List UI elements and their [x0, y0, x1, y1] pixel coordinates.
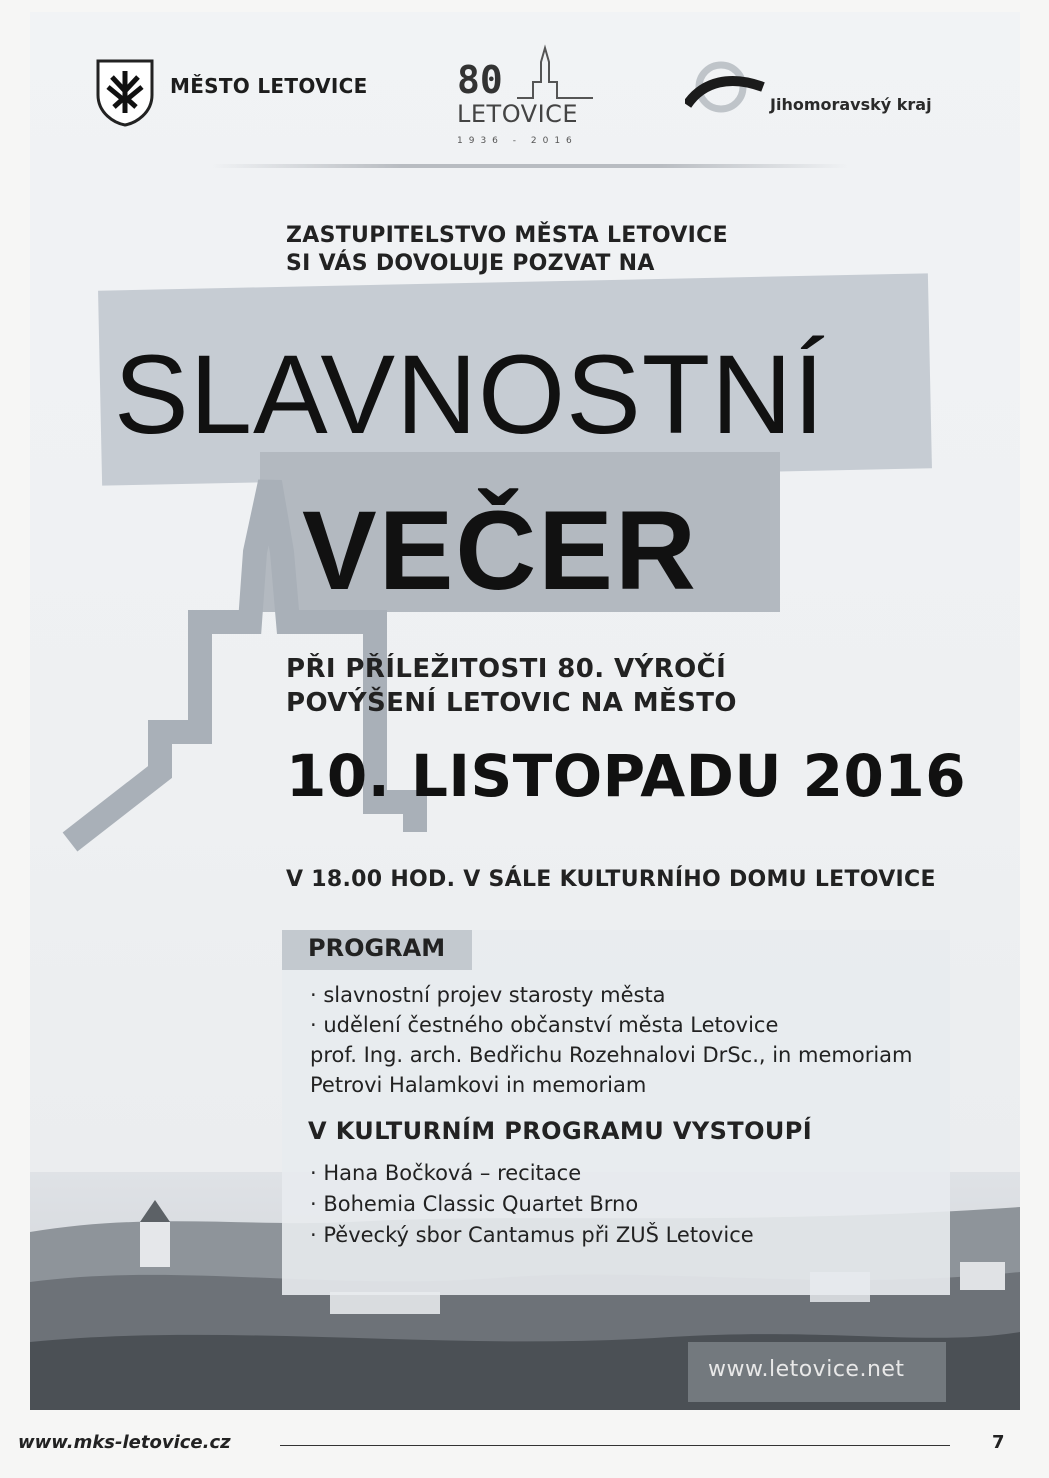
event-venue: V 18.00 HOD. V SÁLE KULTURNÍHO DOMU LETOVICE — [286, 867, 936, 892]
title-line-1: SLAVNOSTNÍ — [114, 332, 826, 457]
honoree: prof. Ing. arch. Bedřichu Rozehnalovi DrSc., in memoriam — [310, 1043, 913, 1067]
page-number: 7 — [992, 1432, 1005, 1453]
performer-item: · Pěvecký sbor Cantamus při ZUŠ Letovice — [310, 1220, 754, 1251]
occasion-line-1: PŘI PŘÍLEŽITOSTI 80. VÝROČÍ — [286, 654, 727, 684]
event-date: 10. LISTOPADU 2016 — [286, 742, 967, 810]
performer-item: · Bohemia Classic Quartet Brno — [310, 1189, 754, 1220]
performers-list — [310, 1158, 754, 1251]
footer-divider — [280, 1445, 950, 1446]
program-item: · slavnostní projev starosty města — [310, 980, 913, 1010]
invite-line-2: SI VÁS DOVOLUJE POZVAT NA — [286, 251, 655, 276]
occasion-line-2: POVÝŠENÍ LETOVIC NA MĚSTO — [286, 688, 737, 718]
region-name: Jihomoravský kraj — [770, 95, 932, 114]
anniversary-number: 80 — [457, 58, 503, 102]
footer-url[interactable]: www.mks-letovice.cz — [18, 1432, 231, 1453]
program-heading: PROGRAM — [308, 934, 446, 962]
performer-item: · Hana Bočková – recitace — [310, 1158, 754, 1189]
website-link[interactable]: www.letovice.net — [708, 1357, 905, 1382]
program-item: · udělení čestného občanství města Letovice — [310, 1010, 913, 1040]
poster — [30, 12, 1020, 1410]
cultural-program-heading: V KULTURNÍM PROGRAMU VYSTOUPÍ — [308, 1117, 813, 1145]
anniversary-years: 1936 - 2016 — [457, 136, 578, 146]
anniversary-word: LETOVICE — [457, 100, 579, 128]
program-list — [310, 980, 913, 1100]
invite-line-1: ZASTUPITELSTVO MĚSTA LETOVICE — [286, 223, 728, 248]
city-name: MĚSTO LETOVICE — [170, 74, 368, 98]
occasion-text — [286, 652, 737, 720]
title-line-2: VEČER — [302, 488, 698, 613]
honoree: Petrovi Halamkovi in memoriam — [310, 1073, 647, 1097]
